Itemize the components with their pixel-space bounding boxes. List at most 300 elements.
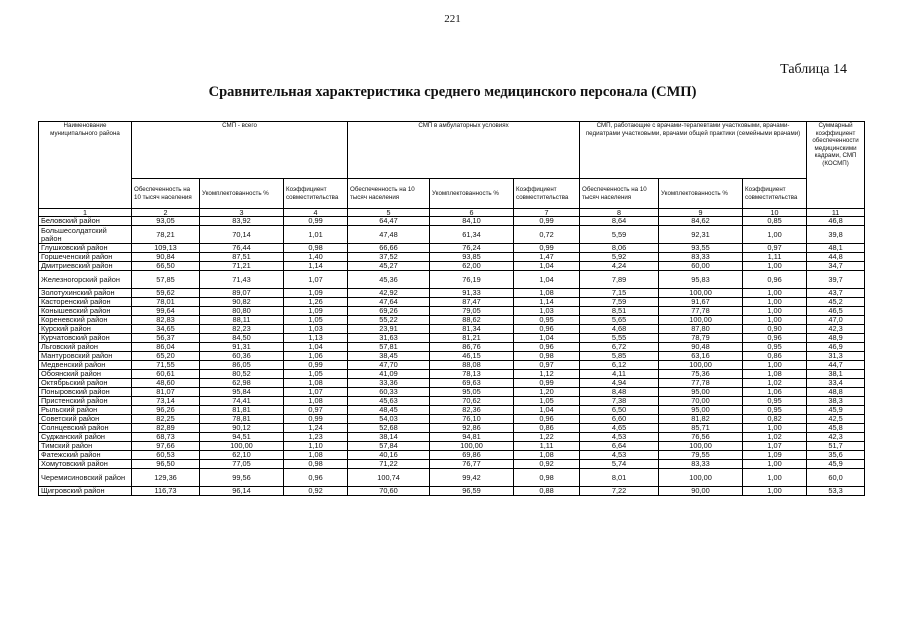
- value-cell: 8,01: [580, 469, 659, 487]
- value-cell: 1,00: [743, 460, 807, 469]
- value-cell: 1,04: [284, 343, 348, 352]
- column-number: 2: [132, 209, 200, 217]
- value-cell: 86,76: [430, 343, 514, 352]
- value-cell: 78,81: [200, 415, 284, 424]
- value-cell: 1,00: [743, 361, 807, 370]
- value-cell: 0,86: [514, 424, 580, 433]
- value-cell: 45,27: [348, 262, 430, 271]
- value-cell: 1,47: [514, 253, 580, 262]
- value-cell: 1,00: [743, 262, 807, 271]
- value-cell: 34,7: [807, 262, 865, 271]
- value-cell: 76,19: [430, 271, 514, 289]
- table-row: [39, 433, 865, 442]
- subheader-cell: Укомплектованность %: [430, 179, 514, 209]
- value-cell: 73,14: [132, 397, 200, 406]
- district-name-cell: Суджанский район: [39, 433, 132, 442]
- value-cell: 39,8: [807, 226, 865, 244]
- value-cell: 0,92: [514, 460, 580, 469]
- district-name-cell: Октябрьский район: [39, 379, 132, 388]
- value-cell: 0,95: [743, 406, 807, 415]
- district-name-cell: Рыльский район: [39, 406, 132, 415]
- value-cell: 48,1: [807, 244, 865, 253]
- value-cell: 8,64: [580, 217, 659, 226]
- value-cell: 57,85: [132, 271, 200, 289]
- value-cell: 1,14: [514, 298, 580, 307]
- value-cell: 60,53: [132, 451, 200, 460]
- table-row: [39, 226, 865, 244]
- value-cell: 81,34: [430, 325, 514, 334]
- table-label: Таблица 14: [780, 62, 847, 77]
- value-cell: 70,62: [430, 397, 514, 406]
- value-cell: 7,22: [580, 487, 659, 496]
- header-kosmp: Суммарный коэффициент обеспеченности медицинскими кадрами, СМП (КОСМП): [807, 122, 865, 209]
- value-cell: 60,61: [132, 370, 200, 379]
- table-row: [39, 253, 865, 262]
- table-row: [39, 307, 865, 316]
- document-title: Сравнительная характеристика среднего медицинского персонала (СМП): [208, 84, 697, 100]
- value-cell: 93,85: [430, 253, 514, 262]
- value-cell: 1,07: [284, 271, 348, 289]
- value-cell: 90,82: [200, 298, 284, 307]
- value-cell: 79,05: [430, 307, 514, 316]
- value-cell: 62,00: [430, 262, 514, 271]
- district-name-cell: Горшеченский район: [39, 253, 132, 262]
- table-row: [39, 370, 865, 379]
- value-cell: 70,00: [659, 397, 743, 406]
- value-cell: 100,00: [659, 442, 743, 451]
- value-cell: 82,25: [132, 415, 200, 424]
- value-cell: 100,00: [659, 469, 743, 487]
- table-body: [39, 217, 865, 496]
- value-cell: 83,33: [659, 253, 743, 262]
- value-cell: 77,78: [659, 379, 743, 388]
- value-cell: 0,72: [514, 226, 580, 244]
- value-cell: 42,3: [807, 433, 865, 442]
- value-cell: 35,6: [807, 451, 865, 460]
- value-cell: 84,50: [200, 334, 284, 343]
- table-row: [39, 262, 865, 271]
- value-cell: 76,77: [430, 460, 514, 469]
- table-row: [39, 298, 865, 307]
- value-cell: 0,99: [514, 379, 580, 388]
- value-cell: 100,00: [430, 442, 514, 451]
- value-cell: 95,00: [659, 406, 743, 415]
- value-cell: 1,04: [514, 406, 580, 415]
- value-cell: 48,9: [807, 334, 865, 343]
- value-cell: 5,65: [580, 316, 659, 325]
- table-row: [39, 487, 865, 496]
- value-cell: 45,36: [348, 271, 430, 289]
- value-cell: 1,06: [284, 352, 348, 361]
- value-cell: 99,42: [430, 469, 514, 487]
- table-row: [39, 352, 865, 361]
- value-cell: 60,36: [200, 352, 284, 361]
- table-row: [39, 415, 865, 424]
- value-cell: 100,00: [659, 316, 743, 325]
- value-cell: 4,53: [580, 433, 659, 442]
- value-cell: 0,96: [284, 469, 348, 487]
- district-name-cell: Дмитриевский район: [39, 262, 132, 271]
- district-name-cell: Щигровский район: [39, 487, 132, 496]
- value-cell: 41,09: [348, 370, 430, 379]
- value-cell: 93,55: [659, 244, 743, 253]
- value-cell: 1,00: [743, 424, 807, 433]
- district-name-cell: Курчатовский район: [39, 334, 132, 343]
- value-cell: 70,60: [348, 487, 430, 496]
- value-cell: 31,3: [807, 352, 865, 361]
- value-cell: 5,59: [580, 226, 659, 244]
- value-cell: 0,95: [514, 316, 580, 325]
- value-cell: 1,00: [743, 316, 807, 325]
- value-cell: 57,84: [348, 442, 430, 451]
- value-cell: 82,36: [430, 406, 514, 415]
- value-cell: 53,3: [807, 487, 865, 496]
- district-name-cell: Мантуровский район: [39, 352, 132, 361]
- value-cell: 0,98: [284, 460, 348, 469]
- column-number: 9: [659, 209, 743, 217]
- value-cell: 89,07: [200, 289, 284, 298]
- value-cell: 1,00: [743, 289, 807, 298]
- value-cell: 6,12: [580, 361, 659, 370]
- value-cell: 78,01: [132, 298, 200, 307]
- value-cell: 0,90: [743, 325, 807, 334]
- value-cell: 0,96: [743, 271, 807, 289]
- district-name-cell: Беловский район: [39, 217, 132, 226]
- value-cell: 0,97: [743, 244, 807, 253]
- value-cell: 38,14: [348, 433, 430, 442]
- value-cell: 1,04: [514, 271, 580, 289]
- subheader-cell: Обеспеченность на 10 тысяч населения: [132, 179, 200, 209]
- value-cell: 6,50: [580, 406, 659, 415]
- value-cell: 0,97: [284, 406, 348, 415]
- value-cell: 0,88: [514, 487, 580, 496]
- value-cell: 4,53: [580, 451, 659, 460]
- value-cell: 71,43: [200, 271, 284, 289]
- value-cell: 81,82: [659, 415, 743, 424]
- value-cell: 45,9: [807, 406, 865, 415]
- value-cell: 6,60: [580, 415, 659, 424]
- value-cell: 95,83: [659, 271, 743, 289]
- value-cell: 60,00: [659, 262, 743, 271]
- value-cell: 0,96: [743, 334, 807, 343]
- value-cell: 1,22: [514, 433, 580, 442]
- value-cell: 54,03: [348, 415, 430, 424]
- page-number: 221: [444, 13, 461, 25]
- value-cell: 76,44: [200, 244, 284, 253]
- value-cell: 88,62: [430, 316, 514, 325]
- value-cell: 48,8: [807, 388, 865, 397]
- value-cell: 38,3: [807, 397, 865, 406]
- value-cell: 55,22: [348, 316, 430, 325]
- value-cell: 1,11: [514, 442, 580, 451]
- table-row: [39, 442, 865, 451]
- table-row: [39, 316, 865, 325]
- value-cell: 44,7: [807, 361, 865, 370]
- value-cell: 99,56: [200, 469, 284, 487]
- header-group-outpatient: СМП в амбулаторных условиях: [348, 122, 580, 179]
- value-cell: 8,06: [580, 244, 659, 253]
- value-cell: 74,41: [200, 397, 284, 406]
- value-cell: 23,91: [348, 325, 430, 334]
- subheader-cell: Коэффициент совместительства: [514, 179, 580, 209]
- table-row: [39, 271, 865, 289]
- district-name-cell: Черемисиновский район: [39, 469, 132, 487]
- value-cell: 66,50: [132, 262, 200, 271]
- value-cell: 1,24: [284, 424, 348, 433]
- table-row: [39, 397, 865, 406]
- district-name-cell: Льговский район: [39, 343, 132, 352]
- value-cell: 64,47: [348, 217, 430, 226]
- value-cell: 5,85: [580, 352, 659, 361]
- table-row: [39, 289, 865, 298]
- value-cell: 48,60: [132, 379, 200, 388]
- value-cell: 91,33: [430, 289, 514, 298]
- value-cell: 86,05: [200, 361, 284, 370]
- value-cell: 6,64: [580, 442, 659, 451]
- value-cell: 44,8: [807, 253, 865, 262]
- value-cell: 56,37: [132, 334, 200, 343]
- value-cell: 78,13: [430, 370, 514, 379]
- value-cell: 82,23: [200, 325, 284, 334]
- header-group-district: СМП, работающие с врачами-терапевтами участковыми, врачами-педиатрами участковыми, врачами общей практики (семейными врачами): [580, 122, 807, 179]
- value-cell: 45,8: [807, 424, 865, 433]
- value-cell: 0,85: [743, 217, 807, 226]
- value-cell: 1,07: [743, 442, 807, 451]
- value-cell: 0,92: [284, 487, 348, 496]
- value-cell: 7,89: [580, 271, 659, 289]
- value-cell: 1,14: [284, 262, 348, 271]
- value-cell: 91,31: [200, 343, 284, 352]
- value-cell: 1,08: [514, 289, 580, 298]
- column-number-row: [39, 209, 865, 217]
- value-cell: 90,12: [200, 424, 284, 433]
- table-row: [39, 217, 865, 226]
- district-name-cell: Хомутовский район: [39, 460, 132, 469]
- value-cell: 4,68: [580, 325, 659, 334]
- subheader-cell: Коэффициент совместительства: [284, 179, 348, 209]
- value-cell: 63,16: [659, 352, 743, 361]
- value-cell: 1,05: [284, 370, 348, 379]
- value-cell: 129,36: [132, 469, 200, 487]
- value-cell: 90,84: [132, 253, 200, 262]
- value-cell: 38,1: [807, 370, 865, 379]
- value-cell: 1,05: [514, 397, 580, 406]
- value-cell: 87,80: [659, 325, 743, 334]
- value-cell: 46,9: [807, 343, 865, 352]
- value-cell: 71,22: [348, 460, 430, 469]
- value-cell: 84,10: [430, 217, 514, 226]
- district-name-cell: Кореневский район: [39, 316, 132, 325]
- value-cell: 85,71: [659, 424, 743, 433]
- value-cell: 66,66: [348, 244, 430, 253]
- value-cell: 78,79: [659, 334, 743, 343]
- header-group-total: СМП - всего: [132, 122, 348, 179]
- value-cell: 80,80: [200, 307, 284, 316]
- value-cell: 42,3: [807, 325, 865, 334]
- value-cell: 6,72: [580, 343, 659, 352]
- value-cell: 100,00: [659, 361, 743, 370]
- value-cell: 0,98: [284, 244, 348, 253]
- value-cell: 69,86: [430, 451, 514, 460]
- value-cell: 45,9: [807, 460, 865, 469]
- value-cell: 1,08: [743, 370, 807, 379]
- value-cell: 0,86: [743, 352, 807, 361]
- value-cell: 0,99: [284, 217, 348, 226]
- value-cell: 4,94: [580, 379, 659, 388]
- value-cell: 96,14: [200, 487, 284, 496]
- value-cell: 0,96: [514, 343, 580, 352]
- value-cell: 59,62: [132, 289, 200, 298]
- value-cell: 1,07: [284, 388, 348, 397]
- value-cell: 81,21: [430, 334, 514, 343]
- column-number: 11: [807, 209, 865, 217]
- value-cell: 100,74: [348, 469, 430, 487]
- value-cell: 96,50: [132, 460, 200, 469]
- column-number: 7: [514, 209, 580, 217]
- value-cell: 1,13: [284, 334, 348, 343]
- value-cell: 45,2: [807, 298, 865, 307]
- value-cell: 0,99: [514, 217, 580, 226]
- table-row: [39, 244, 865, 253]
- value-cell: 1,11: [743, 253, 807, 262]
- value-cell: 1,23: [284, 433, 348, 442]
- value-cell: 1,03: [284, 325, 348, 334]
- value-cell: 7,38: [580, 397, 659, 406]
- value-cell: 8,48: [580, 388, 659, 397]
- value-cell: 69,26: [348, 307, 430, 316]
- subheader-cell: Укомплектованность %: [200, 179, 284, 209]
- table-row: [39, 343, 865, 352]
- value-cell: 1,02: [743, 433, 807, 442]
- value-cell: 76,24: [430, 244, 514, 253]
- value-cell: 1,40: [284, 253, 348, 262]
- header-municipality: Наименование муниципального района: [39, 122, 132, 209]
- value-cell: 1,02: [743, 379, 807, 388]
- value-cell: 61,34: [430, 226, 514, 244]
- value-cell: 1,08: [284, 397, 348, 406]
- value-cell: 62,98: [200, 379, 284, 388]
- column-number: 4: [284, 209, 348, 217]
- value-cell: 0,96: [514, 415, 580, 424]
- value-cell: 1,01: [284, 226, 348, 244]
- value-cell: 47,0: [807, 316, 865, 325]
- value-cell: 71,21: [200, 262, 284, 271]
- table-row: [39, 388, 865, 397]
- value-cell: 46,15: [430, 352, 514, 361]
- value-cell: 77,05: [200, 460, 284, 469]
- value-cell: 4,11: [580, 370, 659, 379]
- value-cell: 42,5: [807, 415, 865, 424]
- subheader-cell: Обеспеченность на 10 тысяч населения: [348, 179, 430, 209]
- value-cell: 81,81: [200, 406, 284, 415]
- district-name-cell: Фатежский район: [39, 451, 132, 460]
- value-cell: 0,98: [514, 469, 580, 487]
- value-cell: 47,70: [348, 361, 430, 370]
- value-cell: 82,83: [132, 316, 200, 325]
- value-cell: 39,7: [807, 271, 865, 289]
- value-cell: 100,00: [659, 289, 743, 298]
- value-cell: 60,0: [807, 469, 865, 487]
- district-name-cell: Золотухинский район: [39, 289, 132, 298]
- value-cell: 77,78: [659, 307, 743, 316]
- district-name-cell: Поныровский район: [39, 388, 132, 397]
- value-cell: 1,05: [284, 316, 348, 325]
- value-cell: 88,11: [200, 316, 284, 325]
- district-name-cell: Большесолдатский район: [39, 226, 132, 244]
- value-cell: 1,08: [514, 451, 580, 460]
- value-cell: 0,96: [514, 325, 580, 334]
- table-row: [39, 424, 865, 433]
- value-cell: 1,20: [514, 388, 580, 397]
- value-cell: 33,36: [348, 379, 430, 388]
- value-cell: 31,63: [348, 334, 430, 343]
- column-number: 5: [348, 209, 430, 217]
- value-cell: 92,86: [430, 424, 514, 433]
- value-cell: 0,95: [743, 343, 807, 352]
- table-row: [39, 379, 865, 388]
- value-cell: 1,04: [514, 334, 580, 343]
- value-cell: 90,48: [659, 343, 743, 352]
- value-cell: 37,52: [348, 253, 430, 262]
- value-cell: 86,04: [132, 343, 200, 352]
- district-name-cell: Курский район: [39, 325, 132, 334]
- value-cell: 40,16: [348, 451, 430, 460]
- value-cell: 57,81: [348, 343, 430, 352]
- district-name-cell: Тимский район: [39, 442, 132, 451]
- column-number: 1: [39, 209, 132, 217]
- value-cell: 91,67: [659, 298, 743, 307]
- value-cell: 0,97: [514, 361, 580, 370]
- table-row: [39, 334, 865, 343]
- table-row: [39, 460, 865, 469]
- district-name-cell: Медвенский район: [39, 361, 132, 370]
- value-cell: 83,92: [200, 217, 284, 226]
- value-cell: 0,99: [284, 361, 348, 370]
- value-cell: 7,59: [580, 298, 659, 307]
- value-cell: 7,15: [580, 289, 659, 298]
- table-row: [39, 406, 865, 415]
- subheader-cell: Коэффициент совместительства: [743, 179, 807, 209]
- value-cell: 42,92: [348, 289, 430, 298]
- value-cell: 65,20: [132, 352, 200, 361]
- value-cell: 1,10: [284, 442, 348, 451]
- value-cell: 38,45: [348, 352, 430, 361]
- value-cell: 1,09: [284, 289, 348, 298]
- value-cell: 1,03: [514, 307, 580, 316]
- value-cell: 0,98: [514, 352, 580, 361]
- value-cell: 80,52: [200, 370, 284, 379]
- value-cell: 88,08: [430, 361, 514, 370]
- value-cell: 1,00: [743, 298, 807, 307]
- value-cell: 46,8: [807, 217, 865, 226]
- value-cell: 76,10: [430, 415, 514, 424]
- value-cell: 1,04: [514, 262, 580, 271]
- value-cell: 47,64: [348, 298, 430, 307]
- table-row: [39, 469, 865, 487]
- column-number: 10: [743, 209, 807, 217]
- value-cell: 78,21: [132, 226, 200, 244]
- value-cell: 1,12: [514, 370, 580, 379]
- value-cell: 1,09: [284, 307, 348, 316]
- value-cell: 62,10: [200, 451, 284, 460]
- value-cell: 90,00: [659, 487, 743, 496]
- value-cell: 69,63: [430, 379, 514, 388]
- value-cell: 51,7: [807, 442, 865, 451]
- value-cell: 97,66: [132, 442, 200, 451]
- district-name-cell: Солнцевский район: [39, 424, 132, 433]
- value-cell: 1,08: [284, 451, 348, 460]
- table-row: [39, 361, 865, 370]
